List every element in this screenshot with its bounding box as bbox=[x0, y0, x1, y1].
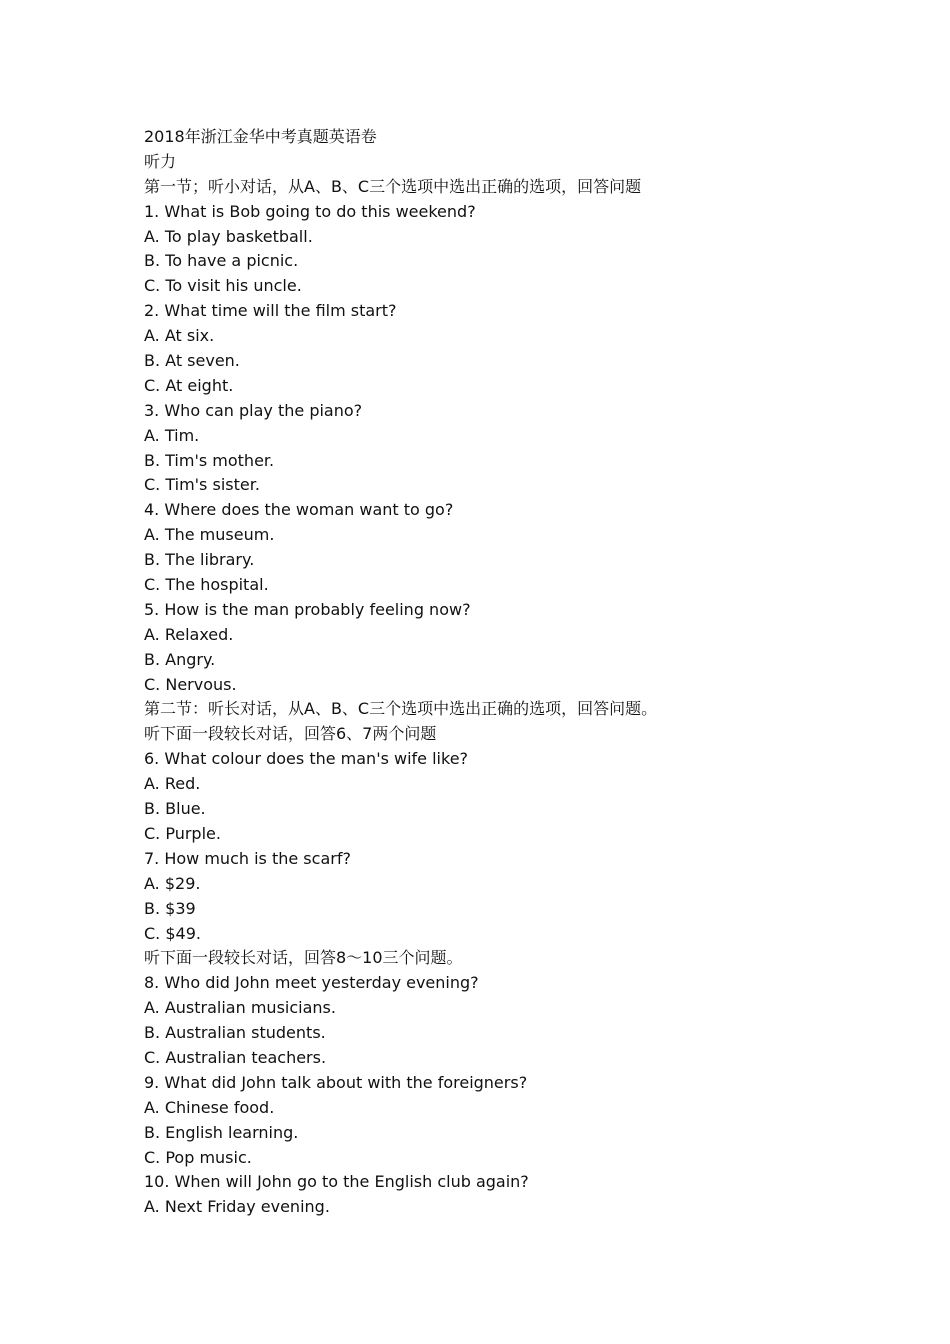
question-2-option-c: C. At eight. bbox=[144, 375, 234, 395]
question-2-option-b: B. At seven. bbox=[144, 351, 240, 371]
question-6-option-b: B. Blue. bbox=[144, 799, 206, 819]
question-8-option-b: B. Australian students. bbox=[144, 1023, 326, 1043]
question-2-option-a: A. At six. bbox=[144, 326, 215, 346]
question-4-option-b: B. The library. bbox=[144, 550, 255, 570]
question-5: 5. How is the man probably feeling now? bbox=[144, 599, 471, 619]
question-9: 9. What did John talk about with the foreigners? bbox=[144, 1072, 528, 1092]
question-7: 7. How much is the scarf? bbox=[144, 848, 351, 868]
question-10: 10. When will John go to the English club again? bbox=[144, 1172, 529, 1192]
question-1: 1. What is Bob going to do this weekend? bbox=[144, 201, 476, 221]
question-5-option-c: C. Nervous. bbox=[144, 674, 237, 694]
question-1-option-a: A. To play basketball. bbox=[144, 226, 313, 246]
question-4-option-a: A. The museum. bbox=[144, 525, 275, 545]
question-7-option-b: B. $39 bbox=[144, 898, 196, 918]
question-2: 2. What time will the film start? bbox=[144, 301, 397, 321]
question-5-option-a: A. Relaxed. bbox=[144, 624, 234, 644]
dialogue-instruction: 听下面一段较长对话，回答6、7两个问题 bbox=[144, 724, 437, 744]
question-4: 4. Where does the woman want to go? bbox=[144, 500, 454, 520]
question-8: 8. Who did John meet yesterday evening? bbox=[144, 973, 479, 993]
question-10-option-a: A. Next Friday evening. bbox=[144, 1197, 330, 1217]
document-body bbox=[144, 125, 904, 1220]
question-7-option-a: A. $29. bbox=[144, 873, 201, 893]
question-3-option-b: B. Tim's mother. bbox=[144, 450, 275, 470]
question-6-option-a: A. Red. bbox=[144, 774, 201, 794]
question-9-option-b: B. English learning. bbox=[144, 1122, 299, 1142]
section-instruction: 第二节：听长对话，从A、B、C三个选项中选出正确的选项，回答问题。 bbox=[144, 699, 658, 719]
dialogue-instruction: 听下面一段较长对话，回答8～10三个问题。 bbox=[144, 948, 463, 968]
question-9-option-a: A. Chinese food. bbox=[144, 1097, 275, 1117]
document-title: 2018年浙江金华中考真题英语卷 bbox=[144, 127, 377, 146]
question-3-option-c: C. Tim's sister. bbox=[144, 475, 260, 495]
question-6: 6. What colour does the man's wife like? bbox=[144, 749, 469, 769]
question-3: 3. Who can play the piano? bbox=[144, 400, 363, 420]
question-5-option-b: B. Angry. bbox=[144, 649, 216, 669]
question-4-option-c: C. The hospital. bbox=[144, 575, 269, 595]
question-7-option-c: C. $49. bbox=[144, 923, 201, 943]
question-1-option-b: B. To have a picnic. bbox=[144, 251, 299, 271]
question-6-option-c: C. Purple. bbox=[144, 823, 221, 843]
question-8-option-c: C. Australian teachers. bbox=[144, 1047, 327, 1067]
question-9-option-c: C. Pop music. bbox=[144, 1147, 252, 1167]
section-instruction: 第一节；听小对话，从A、B、C三个选项中选出正确的选项，回答问题 bbox=[144, 176, 642, 196]
question-8-option-a: A. Australian musicians. bbox=[144, 998, 336, 1018]
question-1-option-c: C. To visit his uncle. bbox=[144, 276, 302, 296]
section-heading-listening: 听力 bbox=[144, 151, 177, 171]
question-3-option-a: A. Tim. bbox=[144, 425, 200, 445]
